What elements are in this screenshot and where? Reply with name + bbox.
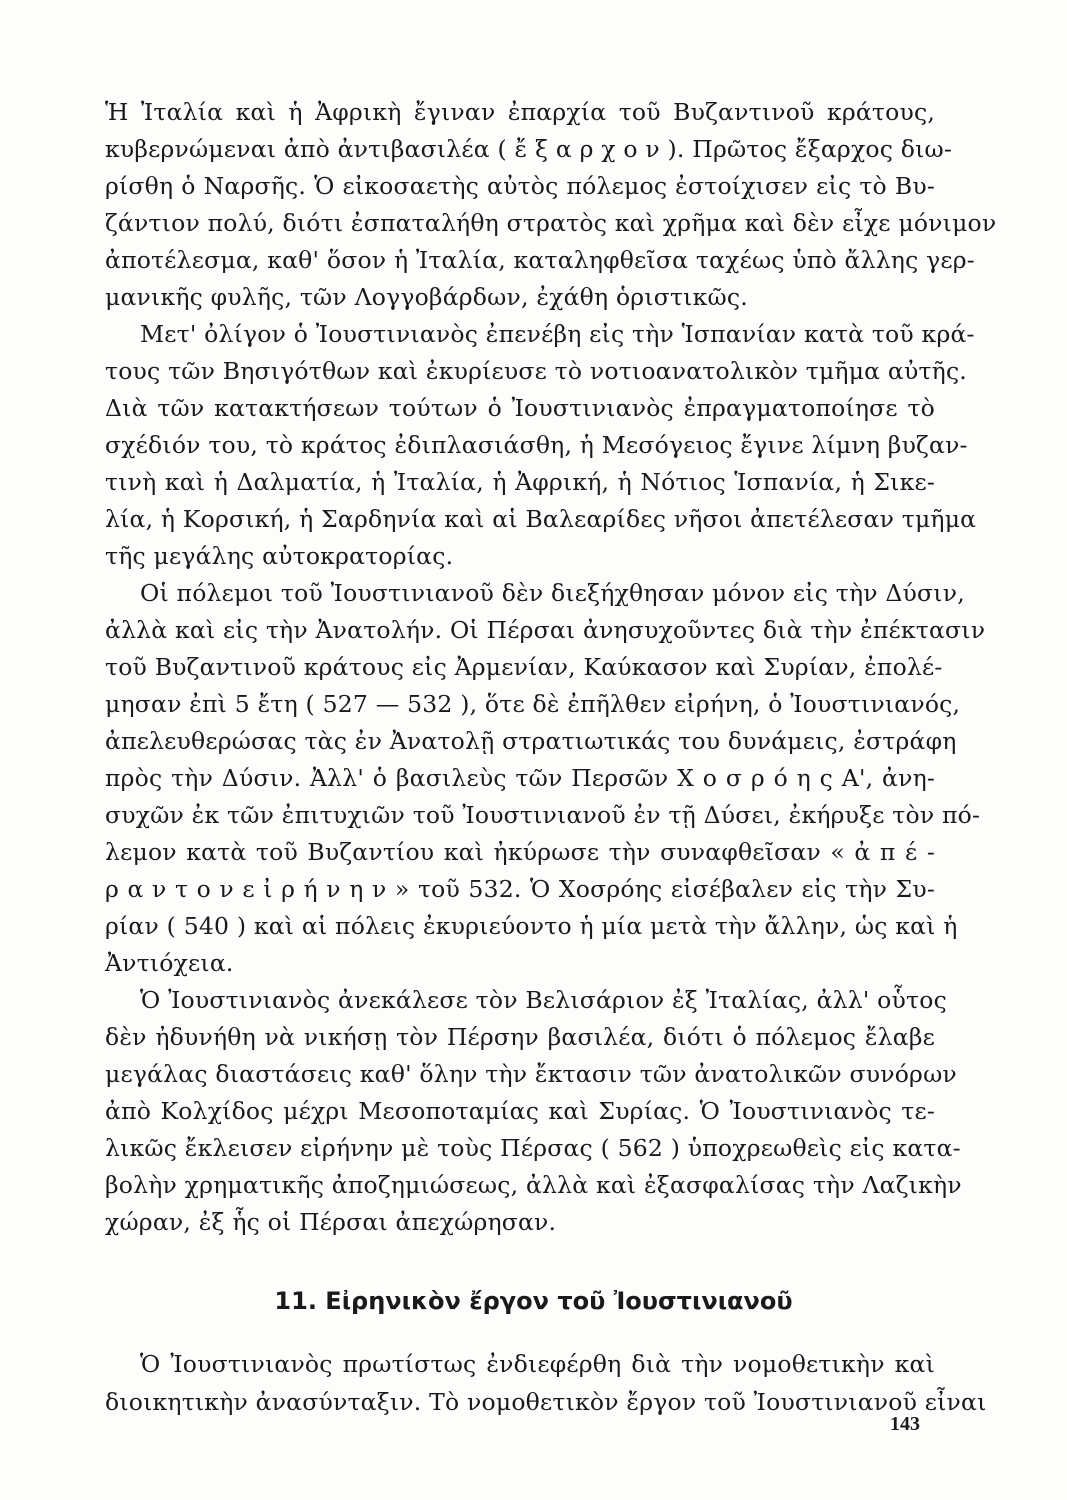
- text-line: ἀλλὰ καὶ εἰς τὴν Ἀνατολήν. Οἱ Πέρσαι ἀνησυχοῦντες διὰ τὴν ἐπέκτασιν: [105, 616, 986, 644]
- text-line: μανικῆς φυλῆς, τῶν Λογγοβάρδων, ἐχάθη ὁριστικῶς.: [105, 283, 748, 311]
- text-line: σχέδιόν του, τὸ κράτος ἐδιπλασιάσθη, ἡ Μεσόγειος ἔγινε λίμνη βυζαν-: [105, 431, 968, 459]
- text-line: λεμον κατὰ τοῦ Βυζαντίου καὶ ἠκύρωσε τὴν συναφθεῖσαν « ἀ π έ -: [105, 838, 935, 866]
- text-line: τῆς μεγάλης αὐτοκρατορίας.: [105, 542, 454, 570]
- text-line: ρ α ν τ ο ν ε ἰ ρ ή ν η ν » τοῦ 532. Ὁ Χοσρόης εἰσέβαλεν εἰς τὴν Συ-: [105, 875, 935, 903]
- text-line: Οἱ πόλεμοι τοῦ Ἰουστινιανοῦ δὲν διεξήχθησαν μόνον εἰς τὴν Δύσιν,: [140, 579, 965, 607]
- text-line: πρὸς τὴν Δύσιν. Ἀλλ' ὁ βασιλεὺς τῶν Περσῶν Χ ο σ ρ ό η ς Α', ἀνη-: [105, 764, 935, 792]
- text-line: δὲν ἠδυνήθη νὰ νικήσῃ τὸν Πέρσην βασιλέα, διότι ὁ πόλεμος ἔλαβε: [105, 1023, 935, 1051]
- text-line: ἀπελευθερώσας τὰς ἐν Ἀνατολῇ στρατιωτικάς του δυνάμεις, ἐστράφη: [105, 727, 957, 755]
- text-line: ρίαν ( 540 ) καὶ αἱ πόλεις ἐκυριεύοντο ἡ μία μετὰ τὴν ἄλλην, ὡς καὶ ἡ: [105, 912, 958, 940]
- text-line: Μετ' ὀλίγον ὁ Ἰουστινιανὸς ἐπενέβη εἰς τὴν Ἱσπανίαν κατὰ τοῦ κρά-: [140, 320, 975, 348]
- page-number: 143: [890, 1413, 920, 1435]
- text-line: λία, ἡ Κορσική, ἡ Σαρδηνία καὶ αἱ Βαλεαρίδες νῆσοι ἀπετέλεσαν τμῆμα: [105, 505, 977, 533]
- text-line: τοῦ Βυζαντινοῦ κράτους εἰς Ἀρμενίαν, Καύκασον καὶ Συρίαν, ἐπολέ-: [105, 653, 943, 681]
- text-line: τινὴ καὶ ἡ Δαλματία, ἡ Ἰταλία, ἡ Ἀφρική, ἡ Νότιος Ἱσπανία, ἡ Σικε-: [105, 468, 935, 496]
- text-line: ζάντιον πολύ, διότι ἐσπαταλήθη στρατὸς καὶ χρῆμα καὶ δὲν εἶχε μόνιμον: [105, 209, 997, 237]
- text-line: Διὰ τῶν κατακτήσεων τούτων ὁ Ἰουστινιανὸς ἐπραγματοποίησε τὸ: [105, 394, 935, 422]
- text-line: χώραν, ἐξ ἧς οἱ Πέρσαι ἀπεχώρησαν.: [105, 1208, 557, 1236]
- text-line: Ἀντιόχεια.: [105, 949, 234, 977]
- text-line: διοικητικὴν ἀνασύνταξιν. Τὸ νομοθετικὸν ἔργον τοῦ Ἰουστινιανοῦ εἶναι: [105, 1388, 987, 1416]
- text-line: ἀποτέλεσμα, καθ' ὅσον ἡ Ἰταλία, καταληφθεῖσα ταχέως ὑπὸ ἄλλης γερ-: [105, 246, 975, 274]
- text-line: Ἡ Ἰταλία καὶ ἡ Ἀφρικὴ ἔγιναν ἐπαρχία τοῦ Βυζαντινοῦ κράτους,: [105, 98, 935, 126]
- text-line: ρίσθη ὁ Ναρσῆς. Ὁ εἰκοσαετὴς αὐτὸς πόλεμος ἐστοίχισεν εἰς τὸ Βυ-: [105, 172, 935, 200]
- text-line: Ὁ Ἰουστινιανὸς ἀνεκάλεσε τὸν Βελισάριον ἐξ Ἰταλίας, ἀλλ' οὗτος: [140, 986, 947, 1014]
- text-line: τους τῶν Βησιγότθων καὶ ἐκυρίευσε τὸ νοτιοανατολικὸν τμῆμα αὐτῆς.: [105, 357, 967, 385]
- text-line: λικῶς ἔκλεισεν εἰρήνην μὲ τοὺς Πέρσας ( 562 ) ὑποχρεωθεὶς εἰς κατα-: [105, 1134, 961, 1162]
- text-line: συχῶν ἐκ τῶν ἐπιτυχιῶν τοῦ Ἰουστινιανοῦ ἐν τῇ Δύσει, ἐκήρυξε τὸν πό-: [105, 801, 981, 829]
- text-line: μησαν ἐπὶ 5 ἔτη ( 527 — 532 ), ὅτε δὲ ἐπῆλθεν εἰρήνη, ὁ Ἰουστινιανός,: [105, 690, 961, 718]
- text-line: μεγάλας διαστάσεις καθ' ὅλην τὴν ἔκτασιν τῶν ἀνατολικῶν συνόρων: [105, 1060, 957, 1088]
- section-heading: 11. Εἰρηνικὸν ἔργον τοῦ Ἰουστινιανοῦ: [274, 1287, 793, 1315]
- text-line: ἀπὸ Κολχίδος μέχρι Μεσοποταμίας καὶ Συρίας. Ὁ Ἰουστινιανὸς τε-: [105, 1097, 935, 1125]
- text-line: βολὴν χρηματικῆς ἀποζημιώσεως, ἀλλὰ καὶ ἐξασφαλίσας τὴν Λαζικὴν: [105, 1171, 962, 1199]
- text-line: Ὁ Ἰουστινιανὸς πρωτίστως ἐνδιεφέρθη διὰ τὴν νομοθετικὴν καὶ: [140, 1350, 935, 1378]
- text-line: κυβερνώμεναι ἀπὸ ἀντιβασιλέα ( ἔ ξ α ρ χ ο ν ). Πρῶτος ἔξαρχος διω-: [105, 135, 953, 163]
